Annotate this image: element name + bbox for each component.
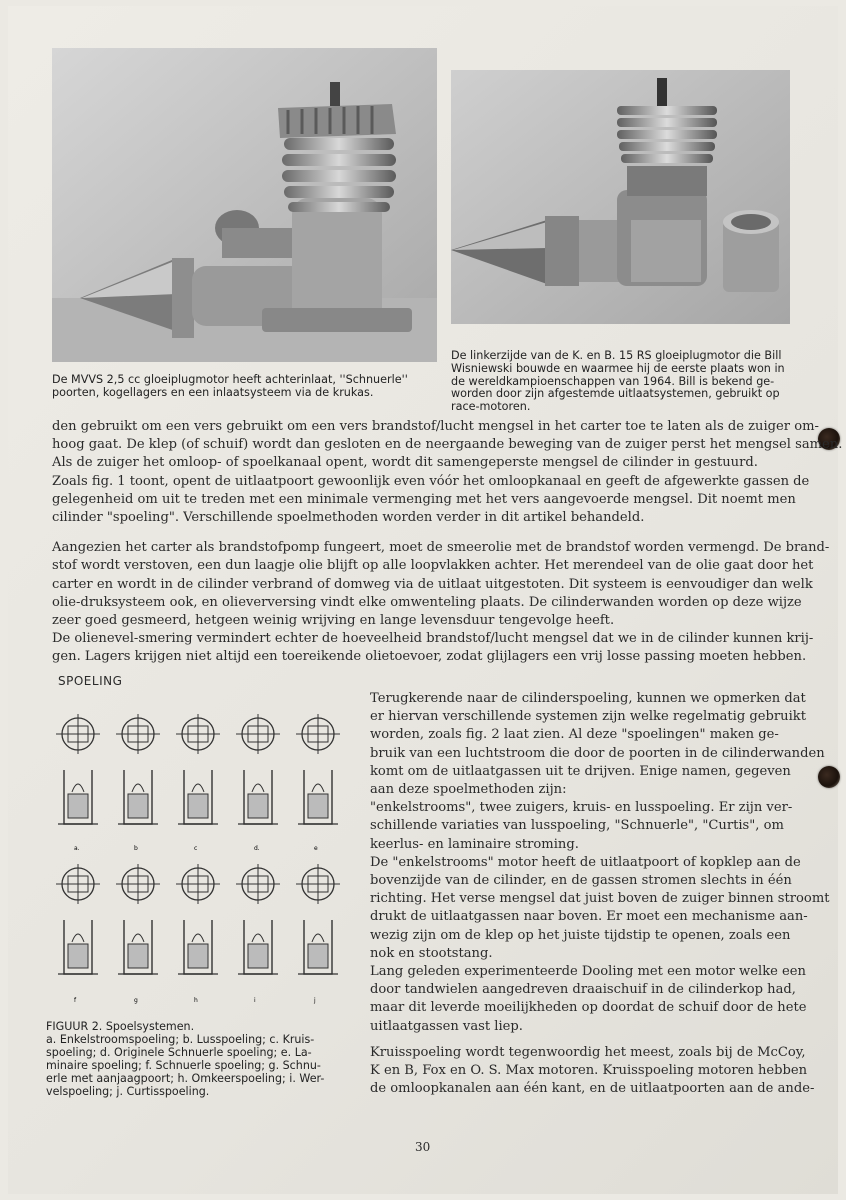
text-line: cilinder "spoeling". Verschillende spoelmethoden worden verder in dit artikel behandeld. <box>52 510 645 526</box>
caption-line: de wereldkampioenschappen van 1964. Bill is bekend ge- <box>451 374 775 388</box>
text-line: stof wordt verstoven, een dun laagje olie blijft op alle loopvlakken achter. Het merendeel van de olie gaat door het <box>52 558 814 574</box>
caption-line: spoeling; d. Originele Schnuerle spoeling; e. La- <box>46 1045 312 1059</box>
caption-line: Wisniewski bouwde en waarmee hij de eerste plaats won in <box>451 361 785 375</box>
photo-caption-left <box>52 374 444 400</box>
caption-line: poorten, kogellagers en een inlaatsysteem via de krukas. <box>52 385 374 399</box>
caption-line: FIGUUR 2. Spoelsystemen. <box>46 1020 195 1033</box>
text-line: den gebruikt om een vers gebruikt om een vers brandstof/lucht mengsel in het carter toe te laten als de zuiger om- <box>52 419 819 434</box>
caption-line: velspoeling; j. Curtisspoeling. <box>46 1084 210 1098</box>
figure-label-h: h <box>194 997 198 1004</box>
caption-line: De linkerzijde van de K. en B. 15 RS gloeiplugmotor die Bill <box>451 349 782 362</box>
figure-label-c: c <box>194 845 198 852</box>
text-line: er hiervan verschillende systemen zijn welke regelmatig gebruikt <box>370 709 806 725</box>
paragraph-gap <box>52 527 842 539</box>
text-line: carter en wordt in de cilinder verbrand of domweg via de uitlaat uitgestoten. Dit systeem is eenvoudiger dan welk <box>52 576 813 592</box>
engine-photo-mvvs <box>52 48 437 362</box>
text-line: zeer goed gesmeerd, hetgeen weinig wrijving en lange levensduur tengevolge heeft. <box>52 613 615 629</box>
figure-label-e: e <box>314 845 318 852</box>
text-line: aan deze spoelmethoden zijn: <box>370 782 567 798</box>
text-line: De olienevel-smering vermindert echter de hoeveelheid brandstof/lucht mengsel dat we in de cilinder kunnen krij- <box>52 631 814 647</box>
caption-line: worden door zijn afgestemde uitlaatsystemen, gebruikt op <box>451 387 780 401</box>
text-line: Als de zuiger het omloop- of spoelkanaal opent, wordt dit samengeperste mengsel de cilinder in gestuurd. <box>52 455 758 471</box>
text-line: Kruisspoeling wordt tegenwoordig het meest, zoals bij de McCoy, <box>370 1045 806 1060</box>
text-line: drukt de uitlaatgassen naar boven. Er moet een mechanisme aan- <box>370 909 808 925</box>
text-line: hoog gaat. De klep (of schuif) wordt dan gesloten en de neergaande beweging van de zuiger perst het mengsel samen. <box>52 437 843 453</box>
text-line: nok en stootstang. <box>370 945 493 961</box>
text-line: gen. Lagers krijgen niet altijd een toereikende olietoevoer, zodat glijlagers een vrij losse passing moeten hebben. <box>52 649 807 665</box>
figure-row-bottom <box>56 864 340 1004</box>
engine-photo-kb15rs <box>451 70 790 324</box>
text-line: richting. Het verse mengsel dat juist boven de zuiger binnen stroomt <box>370 891 830 907</box>
caption-line: erle met aanjaagpoort; h. Omkeerspoeling; i. Wer- <box>46 1071 325 1085</box>
text-line: K en B, Fox en O. S. Max motoren. Kruisspoeling motoren hebben <box>370 1063 808 1079</box>
text-line: keerlus- en laminaire stroming. <box>370 836 579 852</box>
text-line: Terugkerende naar de cilinderspoeling, kunnen we opmerken dat <box>370 691 806 706</box>
figure-row-top <box>56 714 340 852</box>
engine-photo-mvvs-drawing <box>52 48 437 362</box>
text-line: olie-druksysteem ook, en olieverversing vindt elke omwenteling plaats. De cilinderwanden worden op deze wijze <box>52 594 802 610</box>
text-line: door tandwielen aangedreven draaischuif in de cilinderkop had, <box>370 982 796 998</box>
photo-caption-right <box>451 350 796 414</box>
text-line: De "enkelstrooms" motor heeft de uitlaatpoort of kopklep aan de <box>370 854 801 870</box>
text-line: "enkelstrooms", twee zuigers, kruis- en lusspoeling. Er zijn ver- <box>370 800 793 816</box>
figure-label-g: g <box>134 997 138 1004</box>
figure-label-a: a. <box>74 845 80 852</box>
text-line: bovenzijde van de cilinder, en de gassen stromen slechts in één <box>370 873 792 889</box>
text-line: Zoals fig. 1 toont, opent de uitlaatpoort gewoonlijk even vóór het omloopkanaal en geeft de afgewerkte gassen de <box>52 473 810 489</box>
figure-label-d: d. <box>254 845 260 852</box>
text-line: schillende variaties van lusspoeling, "Schnuerle", "Curtis", om <box>370 818 784 834</box>
text-line: de omloopkanalen aan één kant, en de uitlaatpoorten aan de ande- <box>370 1081 815 1097</box>
figure-label-f: f <box>74 997 77 1004</box>
scavenging-systems-figure <box>40 700 356 1024</box>
text-line: Aangezien het carter als brandstofpomp fungeert, moet de smeerolie met de brandstof worden vermengd. De brand- <box>52 540 830 556</box>
caption-line: a. Enkelstroomspoeling; b. Lusspoeling; c. Kruis- <box>46 1032 315 1046</box>
text-line: gelegenheid om uit te treden met een minimale vermenging met het vers aangevoerde mengsel. Dit noemt men <box>52 491 796 507</box>
text-line: komt om de uitlaatgassen uit te drijven. Enige namen, gegeven <box>370 763 791 779</box>
text-line: worden, zoals fig. 2 laat zien. Al deze "spoelingen" maken ge- <box>370 727 779 743</box>
text-line: Lang geleden experimenteerde Dooling met een motor welke een <box>370 964 806 980</box>
text-line: maar dit leverde moeilijkheden op doordat de schuif door de hete <box>370 1000 807 1016</box>
text-line: uitlaatgassen vast liep. <box>370 1018 523 1034</box>
page-number: 30 <box>415 1140 431 1154</box>
caption-line: race-motoren. <box>451 400 531 414</box>
caption-line: minaire spoeling; f. Schnuerle spoeling; g. Schnu- <box>46 1058 321 1072</box>
right-column-text <box>370 690 830 1036</box>
figure-caption <box>46 1021 366 1098</box>
text-line: wezig zijn om de klep op het juiste tijdstip te openen, zoals een <box>370 927 791 943</box>
main-body-text <box>52 418 842 667</box>
section-heading: SPOELING <box>58 674 123 688</box>
engine-photo-kb15rs-drawing <box>451 70 790 324</box>
caption-line: De MVVS 2,5 cc gloeiplugmotor heeft achterinlaat, ''Schnuerle'' <box>52 373 408 386</box>
text-line: bruik van een luchtstroom die door de poorten in de cilinderwanden <box>370 745 825 761</box>
figure-label-b: b <box>134 845 138 852</box>
figure-label-i: i <box>254 997 256 1004</box>
right-column-text-continued <box>370 1044 814 1099</box>
figure-label-j: j <box>314 997 316 1004</box>
